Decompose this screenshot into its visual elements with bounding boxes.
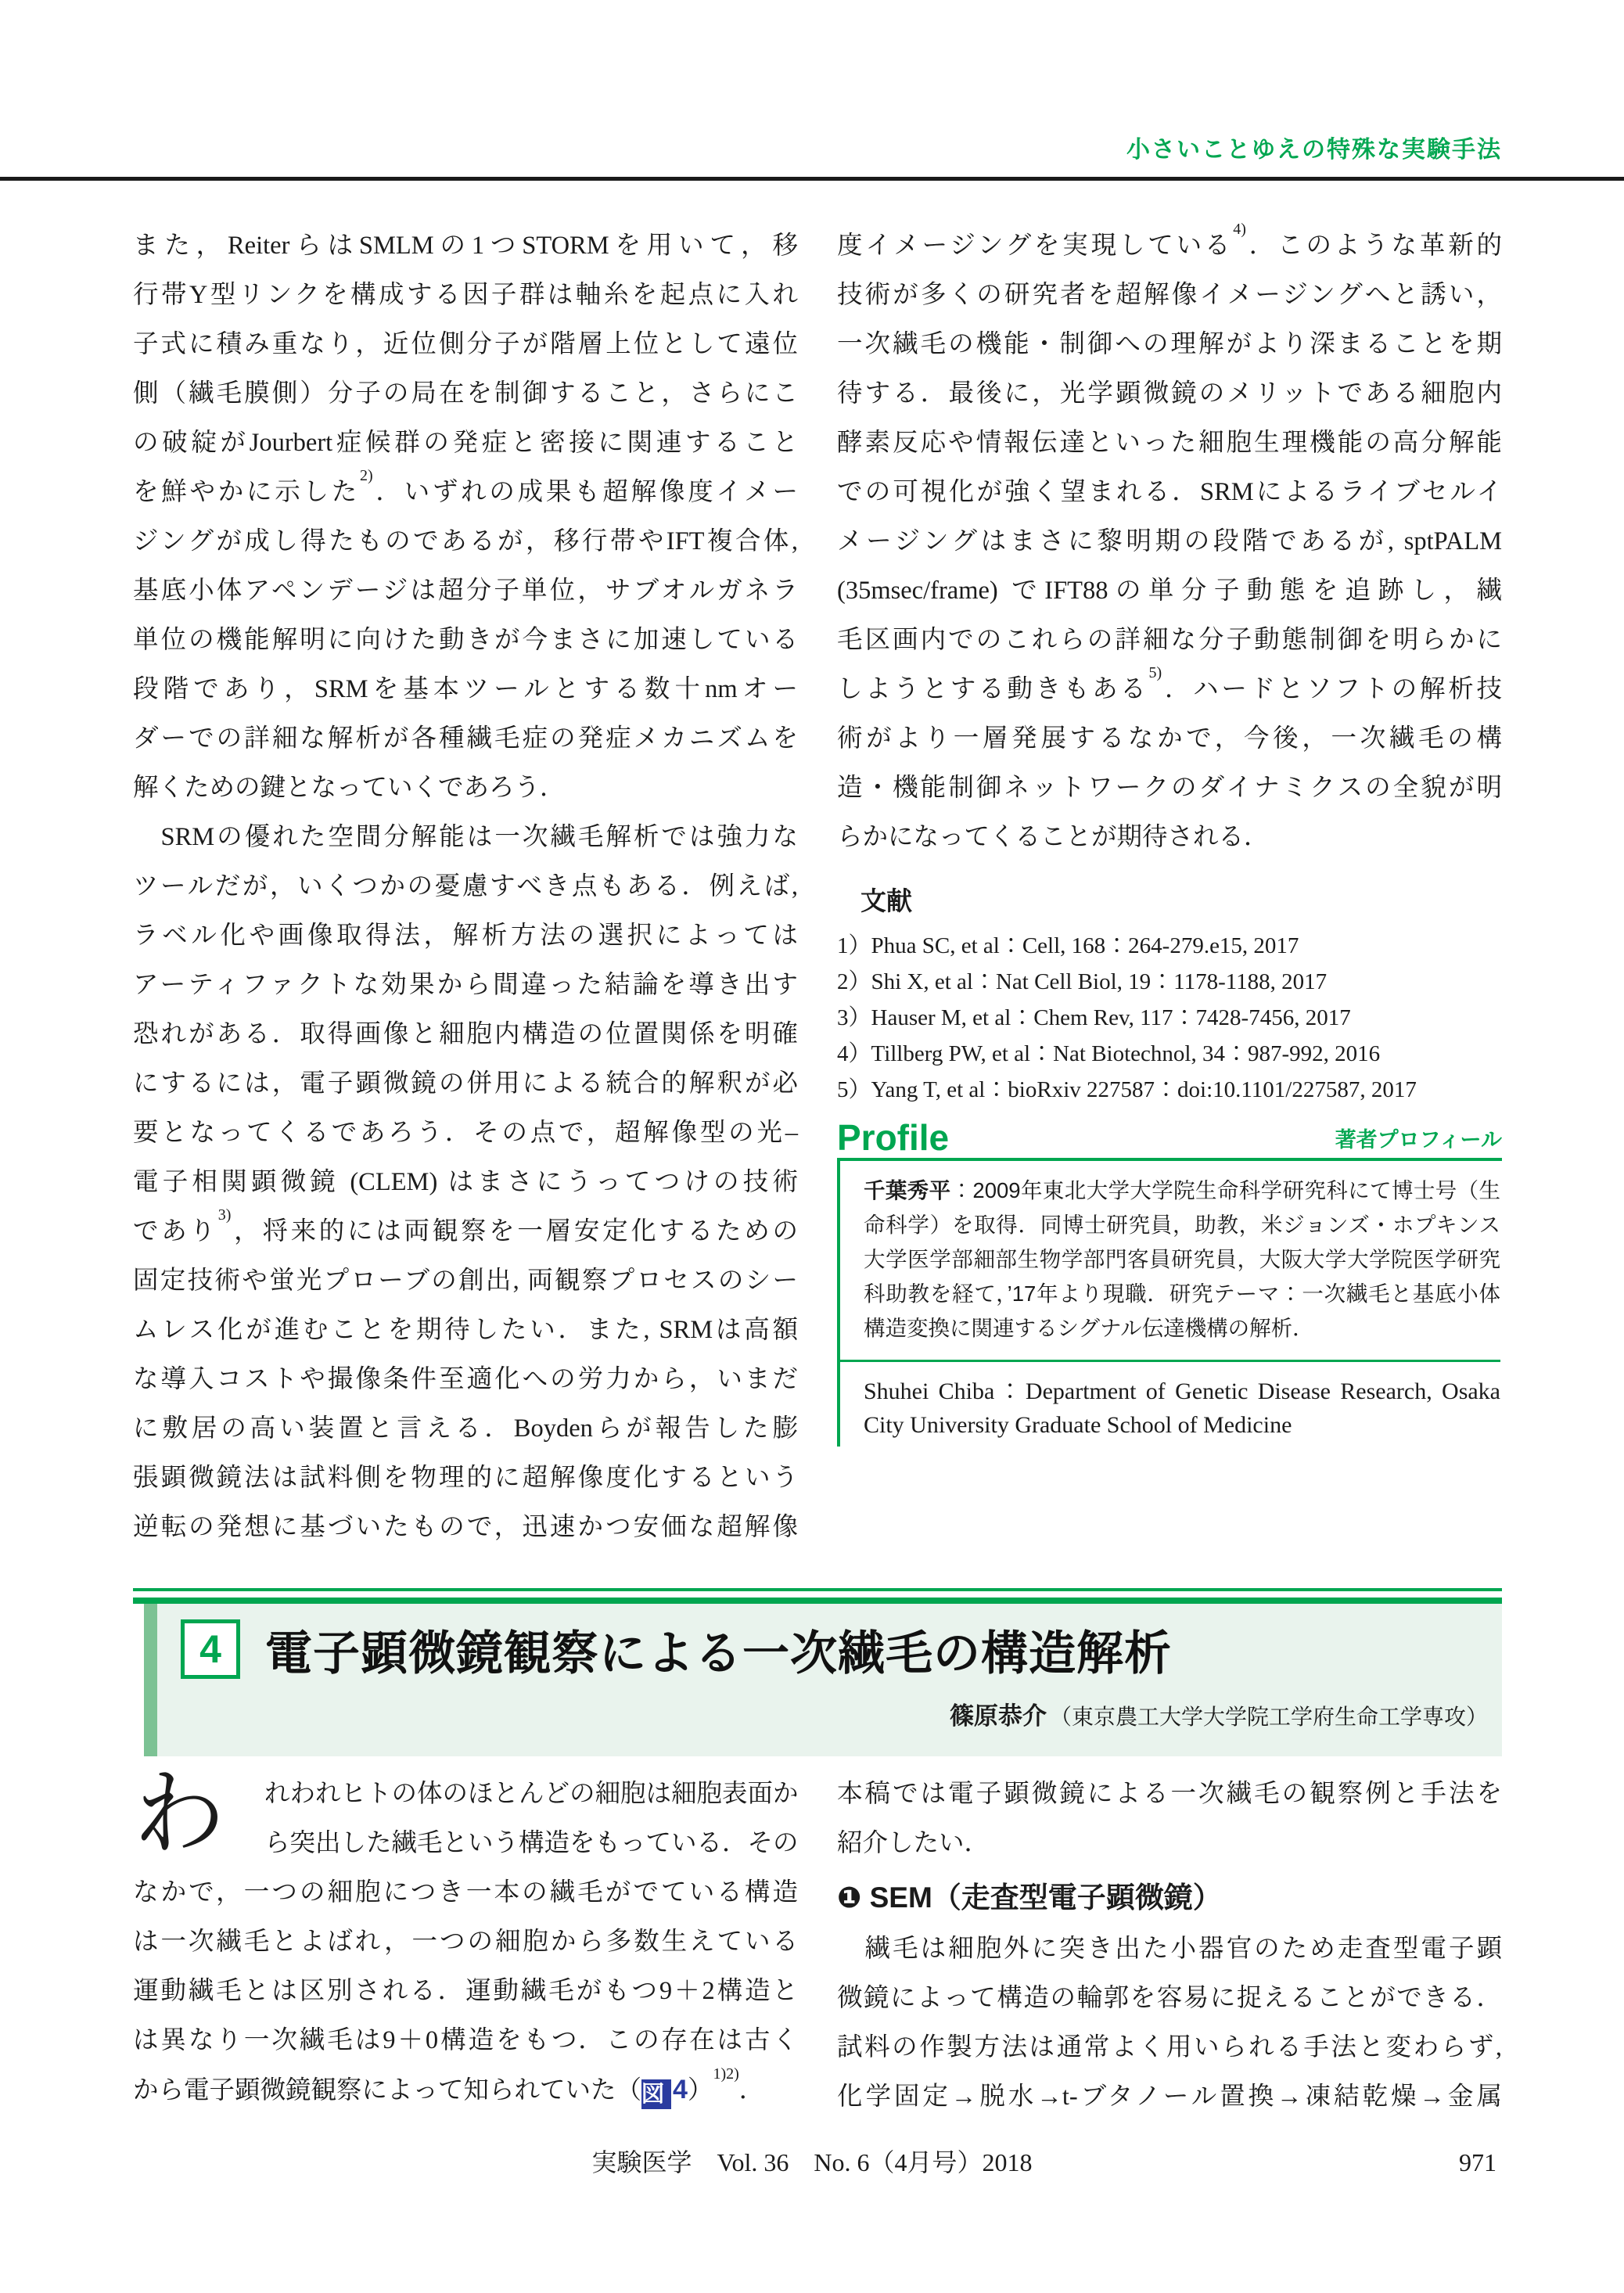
profile-heading-row	[837, 1119, 1502, 1161]
references-list	[837, 928, 1502, 1108]
profile-body	[837, 1161, 1502, 1447]
text-line: (35msec/frame) でIFT88の単分子動態を追跡し，繊	[837, 577, 1502, 605]
section-number-badge: 4	[181, 1619, 240, 1679]
citation-superscript: 5)	[1148, 664, 1162, 682]
text-line: 側（繊毛膜側）分子の局在を制御すること，さらにこ	[133, 379, 798, 408]
text-line: 術がより一層発展するなかで，今後，一次繊毛の構	[837, 724, 1502, 753]
intro-right-text-top	[837, 1770, 1502, 1868]
section-author: 篠原恭介	[949, 1702, 1047, 1730]
text-line: らかになってくることが期待される．	[837, 823, 1270, 851]
text-line: 本稿では電子顕微鏡による一次繊毛の観察例と手法を	[837, 1780, 1502, 1808]
text-line: は異なり一次繊毛は9＋0構造をもつ．この存在は古く	[133, 2026, 798, 2054]
right-column-text	[837, 221, 1502, 862]
section-4-banner	[133, 1588, 1502, 1756]
text-line: 技術が多くの研究者を超解像イメージングへと誘い，	[837, 281, 1502, 309]
text-line: 基底小体アペンデージは超分子単位，サブオルガネラ	[133, 577, 798, 605]
reference-item: 3）Hauser M, et al：Chem Rev, 117：7428-7456, 2017	[837, 1005, 1351, 1030]
text-line: SRMの優れた空間分解能は一次繊毛解析では強力な	[133, 823, 798, 851]
reference-item: 5）Yang T, et al：bioRxiv 227587：doi:10.1101/227587, 2017	[837, 1077, 1417, 1102]
dropcap: わ	[133, 1763, 226, 1866]
profile-author-name: 千葉秀平	[864, 1178, 951, 1202]
text-line: 一次繊毛の機能・制御への理解がより深まることを期	[837, 330, 1502, 358]
text-line: は一次繊毛とよばれ，一つの細胞から多数生えている	[133, 1928, 798, 1956]
text-line: 逆転の発想に基づいたもので，迅速かつ安価な超解像	[133, 1513, 798, 1541]
text-line: 単位の機能解明に向けた動きが今まさに加速している	[133, 626, 798, 654]
text-line: 微鏡によって構造の輪郭を容易に捉えることができる．	[837, 1984, 1502, 2012]
intro-right-text-bottom	[837, 1925, 1502, 2122]
banner-thick-rule	[133, 1598, 1502, 1604]
page-footer	[128, 2145, 1496, 2180]
text-line: から電子顕微鏡観察によって知られていた（図 4）$^{1)2)}$．	[133, 2065, 798, 2115]
text-line: 固定技術や蛍光プローブの創出, 両観察プロセスのシー	[133, 1267, 798, 1295]
text-line: ダーでの詳細な解析が各種繊毛症の発症メカニズムを	[133, 724, 798, 753]
text-line: であり$^{3)}$，将来的には両観察を一層安定化するための	[133, 1206, 798, 1245]
footer-page-number: 971	[1459, 2148, 1496, 2176]
text-line: に敷居の高い装置と言える．Boydenらが報告した膨	[133, 1414, 798, 1443]
text-line: 待する．最後に，光学顕微鏡のメリットである細胞内	[837, 379, 1502, 408]
profile-heading-ja: 著者プロフィール	[1335, 1128, 1502, 1152]
text-line: での可視化が強く望まれる．SRMによるライブセルイ	[837, 478, 1502, 506]
banner-thin-rule	[133, 1588, 1502, 1591]
text-line: 運動繊毛とは区別される．運動繊毛がもつ9＋2構造と	[133, 1977, 798, 2005]
text-line: ラベル化や画像取得法，解析方法の選択によっては	[133, 922, 798, 950]
section-author-line	[950, 1696, 1488, 1731]
left-column	[133, 221, 798, 1552]
text-line: 紹介したい．	[837, 1829, 990, 1857]
text-line: 毛区画内でのこれらの詳細な分子動態制御を明らかに	[837, 626, 1502, 654]
footer-journal-info: 実験医学 Vol. 36 No. 6（4月号）2018	[591, 2148, 1033, 2176]
figure-ref-number[interactable]: 4	[673, 2075, 688, 2104]
figure-ref-icon[interactable]: 図	[641, 2079, 671, 2109]
series-tagline: 小さいことゆえの特殊な実験手法	[1126, 137, 1502, 163]
text-line: また，ReiterらはSMLMの1つSTORMを用いて，移	[133, 232, 798, 260]
text-line: 繊毛は細胞外に突き出た小器官のため走査型電子顕	[837, 1935, 1502, 1963]
citation-superscript: 1)2)	[713, 2065, 739, 2083]
author-profile-box	[837, 1119, 1502, 1447]
section-title: 電子顕微鏡観察による一次繊毛の構造解析	[265, 1628, 1172, 1680]
text-line: な導入コストや撮像条件至適化への労力から，いまだ	[133, 1365, 798, 1393]
top-rule	[0, 177, 1624, 181]
text-line: ジングが成し得たものであるが，移行帯やIFT複合体,	[133, 527, 798, 555]
text-line: 要となってくるであろう．その点で，超解像型の光–	[133, 1119, 798, 1147]
text-line: 解くための鍵となっていくであろう．	[133, 774, 566, 802]
text-line: の破綻がJourbert症候群の発症と密接に関連すること	[133, 429, 798, 457]
sem-section-heading: ❶ SEM（走査型電子顕微鏡）	[837, 1881, 1222, 1914]
citation-superscript: 4)	[1233, 221, 1246, 239]
profile-address-en: Shuhei Chiba：Department of Genetic Disease Research, Osaka City University Graduate School of Medicine	[864, 1378, 1500, 1438]
banner-box	[144, 1604, 1502, 1756]
text-line: なかで，一つの細胞につき一本の繊毛がでている構造	[133, 1878, 798, 1907]
text-line: しようとする動きもある$^{5)}$．ハードとソフトの解析技	[837, 664, 1502, 703]
text-line: にするには，電子顕微鏡の併用による統合的解釈が必	[133, 1069, 798, 1098]
text-line: を鮮やかに示した$^{2)}$．いずれの成果も超解像度イメー	[133, 467, 798, 506]
text-line: 度イメージングを実現している$^{4)}$．このような革新的	[837, 221, 1502, 260]
text-line: 酵素反応や情報伝達といった細胞生理機能の高分解能	[837, 429, 1502, 457]
text-line: 造・機能制御ネットワークのダイナミクスの全貌が明	[837, 774, 1502, 802]
main-text-area	[133, 221, 1502, 1552]
text-line: 子式に積み重なり，近位側分子が階層上位として遠位	[133, 330, 798, 358]
reference-item: 1）Phua SC, et al：Cell, 168：264-279.e15, 2017	[837, 933, 1299, 958]
intro-right-column	[837, 1770, 1502, 2122]
profile-bio	[864, 1173, 1500, 1346]
text-line: 張顕微鏡法は試料側を物理的に超解像度化するという	[133, 1464, 798, 1492]
profile-divider	[840, 1360, 1500, 1362]
citation-superscript: 3)	[217, 1206, 232, 1224]
text-line: 行帯Y型リンクを構成する因子群は軸糸を起点に入れ	[133, 281, 798, 309]
text-line: れわれヒトの体のほとんどの細胞は細胞表面か	[264, 1780, 799, 1808]
reference-item: 2）Shi X, et al：Nat Cell Biol, 19：1178-1188, 2017	[837, 969, 1328, 994]
section-affiliation: （東京農工大学大学院工学府生命工学専攻）	[1049, 1705, 1488, 1729]
text-line: 化学固定→脱水→t-ブタノール置換→凍結乾燥→金属	[837, 2083, 1502, 2111]
text-line: 恐れがある．取得画像と細胞内構造の位置関係を明確	[133, 1020, 798, 1048]
text-line: ら突出した繊毛という構造をもっている．その	[264, 1829, 799, 1857]
references-heading: 文献	[861, 886, 912, 915]
profile-bio-text: ：2009年東北大学大学院生命科学研究科にて博士号（生命科学）を取得．同博士研究員，助教，米ジョンズ・ホプキンス大学医学部細部生物学部門客員研究員，大阪大学大学院医学研究科助教を経て，’17年より現職．研究テーマ：一次繊毛と基底小体構造変換に関連するシグナル伝達機構の解析．	[864, 1178, 1500, 1340]
citation-superscript: 2)	[359, 467, 373, 485]
text-line: メージングはまさに黎明期の段階であるが, sptPALM	[837, 527, 1502, 555]
intro-left-column	[133, 1763, 799, 2122]
references-section	[837, 884, 1502, 1108]
text-line: 試料の作製方法は通常よく用いられる手法と変わらず,	[837, 2033, 1502, 2061]
right-column	[837, 221, 1502, 1552]
text-line: 段階であり，SRMを基本ツールとする数十nmオー	[133, 675, 798, 703]
reference-item: 4）Tillberg PW, et al：Nat Biotechnol, 34：987-992, 2016	[837, 1041, 1381, 1066]
text-line: ツールだが，いくつかの憂慮すべき点もある．例えば,	[133, 872, 798, 900]
intro-text-area	[133, 1763, 1502, 2122]
text-line: アーティファクトな効果から間違った結論を導き出す	[133, 971, 798, 999]
text-line: 電子相関顕微鏡 (CLEM) はまさにうってつけの技術	[133, 1168, 798, 1196]
profile-heading-en: Profile	[837, 1117, 950, 1158]
text-line: ムレス化が進むことを期待したい．また, SRMは高額	[133, 1316, 798, 1344]
